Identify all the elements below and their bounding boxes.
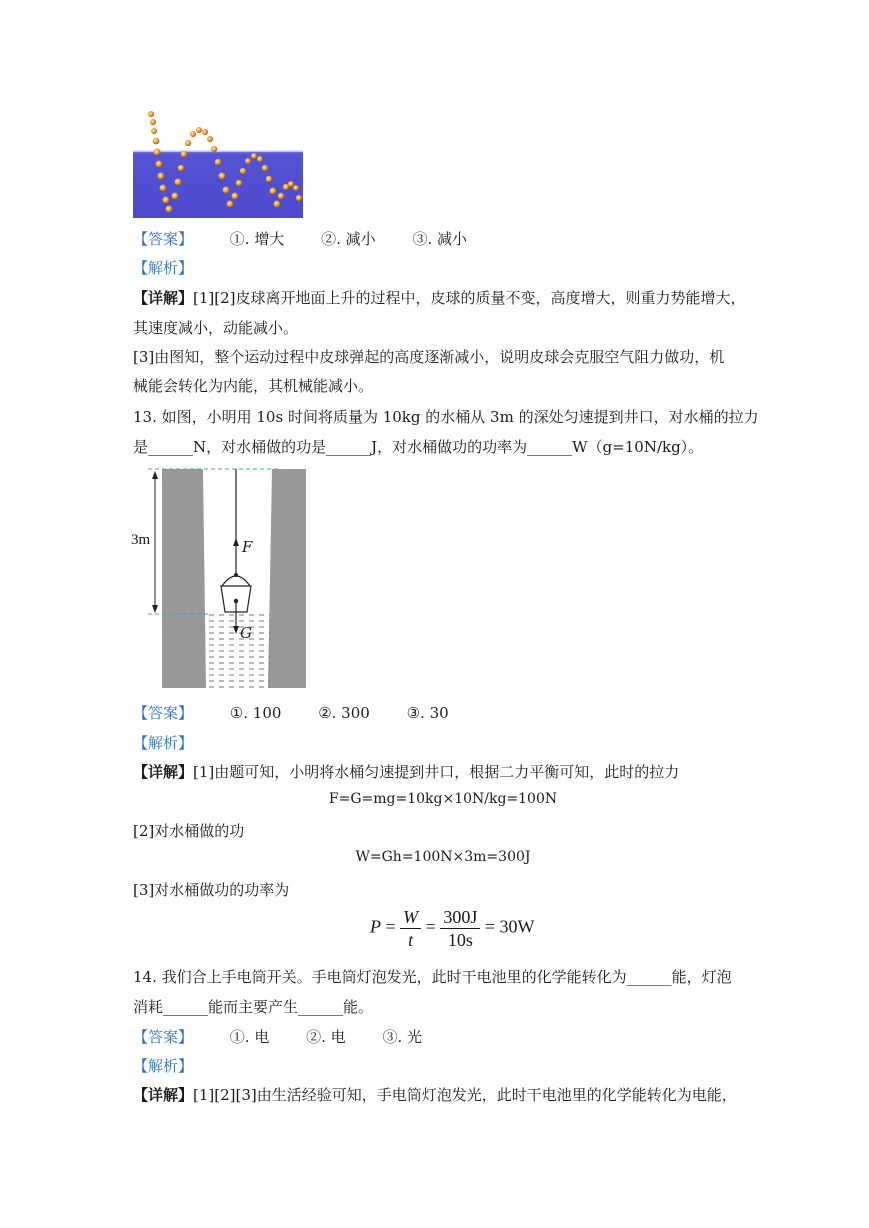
fraction-w-over-t <box>400 906 421 951</box>
answer-tag: 【答案】 <box>133 230 194 248</box>
q14-stem-line-2: 消耗______能而主要产生______能。 <box>133 998 374 1016</box>
depth-label: 3m <box>131 532 151 548</box>
q13-equation-2: W=Gh=100N×3m=300J <box>355 849 531 865</box>
fraction-t: t <box>408 930 414 950</box>
q13-answer-3: ③. 30 <box>406 704 449 722</box>
q12-answer-2: ②. 减小 <box>321 230 376 248</box>
q12-detail-text-1a: [1][2]皮球离开地面上升的过程中，皮球的质量不变，高度增大，则重力势能增大， <box>193 289 746 307</box>
fraction-300j-over-10s <box>440 906 480 951</box>
detail-tag: 【详解】 <box>133 1086 194 1104</box>
well-bucket-diagram <box>128 462 308 692</box>
q12-detail-line-3: [3]由图知，整个运动过程中皮球弹起的高度逐渐减小，说明皮球会克服空气阻力做功，机 <box>133 348 725 366</box>
fraction-w: W <box>400 906 421 929</box>
q12-answer-3: ③. 减小 <box>412 230 467 248</box>
answer-tag: 【答案】 <box>133 1028 194 1046</box>
analysis-tag: 【解析】 <box>133 259 194 277</box>
q14-stem-line-1: 14. 我们合上手电筒开关。手电筒灯泡发光，此时干电池里的化学能转化为______能，灯泡 <box>133 968 732 986</box>
q12-detail-line-1 <box>133 287 746 308</box>
q13-stem-line-1: 13. 如图，小明用 10s 时间将质量为 10kg 的水桶从 3m 的深处匀速提到井口，对水桶的拉力 <box>133 408 759 426</box>
detail-tag: 【详解】 <box>133 289 194 307</box>
q14-detail-line-1 <box>133 1084 737 1105</box>
q13-power-formula: P = $\frac{W}{t}$ = $\frac{300J}{10s}$ = 30W <box>370 907 535 950</box>
formula-p: P <box>370 916 381 937</box>
q13-answer-2: ②. 300 <box>318 704 370 722</box>
answer-tag: 【答案】 <box>133 704 194 722</box>
detail-tag: 【详解】 <box>133 763 194 781</box>
q14-answer-3: ③. 光 <box>382 1028 422 1046</box>
q13-answer-1: ①. 100 <box>229 704 282 722</box>
q12-detail-line-2: 其速度减小，动能减小。 <box>133 319 299 337</box>
q13-detail-text-1: [1]由题可知，小明将水桶匀速提到井口，根据二力平衡可知，此时的拉力 <box>193 763 680 781</box>
q13-stem-line-2: 是______N，对水桶做的功是______J，对水桶做功的功率为______W（g=10N/kg）。 <box>133 438 704 456</box>
q14-answer-2: ②. 电 <box>306 1028 346 1046</box>
q13-equation-1: F=G=mg=10kg×10N/kg=100N <box>328 791 558 807</box>
q13-answer-line <box>133 702 449 723</box>
q13-detail-line-3: [3]对水桶做功的功率为 <box>133 881 290 899</box>
q14-detail-text-1: [1][2][3]由生活经验可知，手电筒灯泡发光，此时干电池里的化学能转化为电能， <box>193 1086 737 1104</box>
q14-answer-line <box>133 1026 422 1047</box>
gravity-g-label: G <box>240 624 252 642</box>
q12-answer-1: ①. 增大 <box>229 230 285 248</box>
q13-detail-line-1 <box>133 761 679 782</box>
analysis-tag: 【解析】 <box>133 734 194 752</box>
q13-detail-line-2: [2]对水桶做的功 <box>133 822 245 840</box>
q14-answer-1: ①. 电 <box>229 1028 270 1046</box>
formula-result: = 30W <box>484 916 535 937</box>
fraction-10s: 10s <box>447 930 473 950</box>
q12-detail-line-4: 械能会转化为内能，其机械能减小。 <box>133 377 374 395</box>
force-f-label: F <box>242 538 253 556</box>
analysis-tag: 【解析】 <box>133 1057 194 1075</box>
q12-answer-line <box>133 228 467 249</box>
fraction-300j: 300J <box>440 906 480 929</box>
bouncing-ball-photo <box>133 108 303 218</box>
